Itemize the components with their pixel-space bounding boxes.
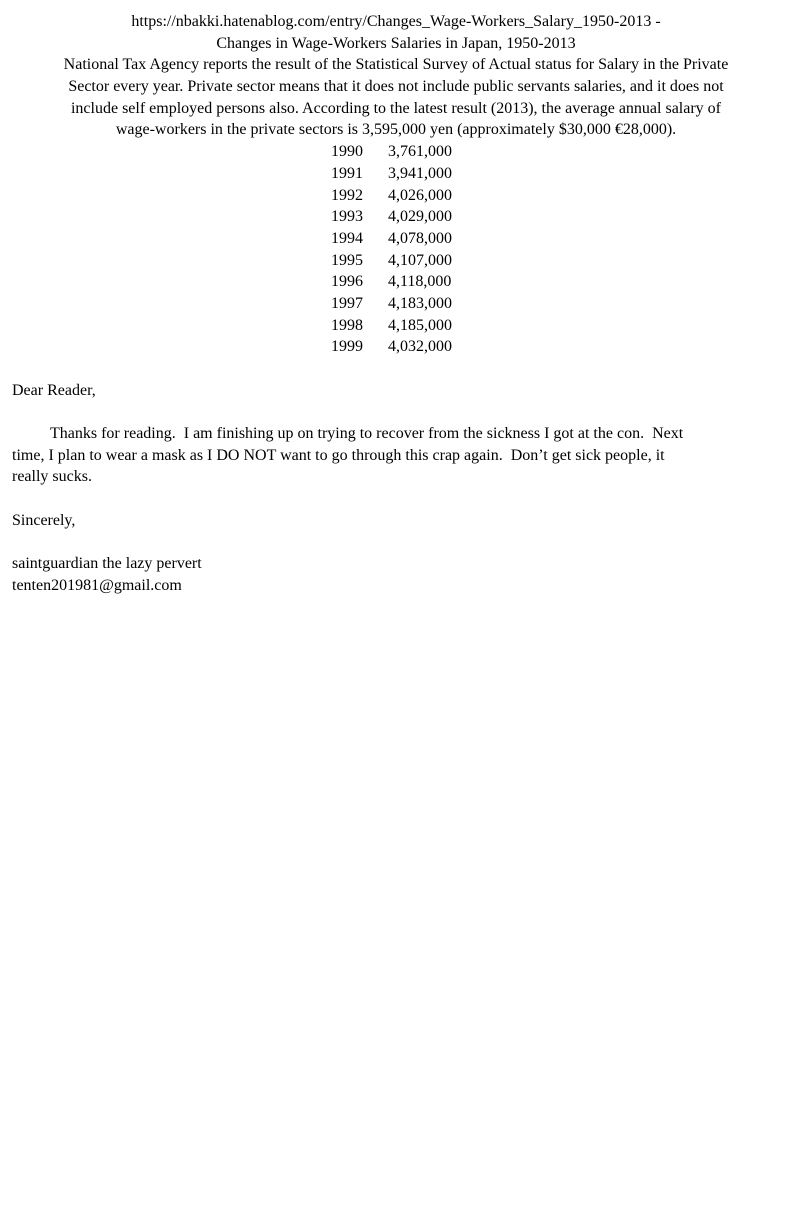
salary-value: 3,941,000: [388, 164, 452, 182]
letter-body-line: really sucks.: [12, 468, 92, 486]
blank-line: [12, 358, 780, 380]
salary-year: 1996: [331, 273, 363, 291]
document-page: [0, 0, 792, 597]
letter-salutation: Dear Reader,: [12, 381, 96, 399]
salary-year: 1991: [331, 164, 363, 182]
letter-body-line: Thanks for reading. I am finishing up on trying to recover from the sickness I got at the con. Next: [50, 425, 684, 443]
salary-table-row: [12, 141, 780, 163]
letter-closing: Sincerely,: [12, 511, 76, 529]
salary-table-row: [12, 250, 780, 272]
letter-body-line: time, I plan to wear a mask as I DO NOT want to go through this crap again. Don’t get sick people, it: [12, 446, 665, 464]
signature-name: saintguardian the lazy pervert: [12, 555, 202, 573]
salary-table-row: [12, 336, 780, 358]
source-url: https://nbakki.hatenablog.com/entry/Changes_Wage-Workers_Salary_1950-2013 -: [131, 13, 661, 30]
salary-table-row: [12, 206, 780, 228]
salary-year: 1997: [331, 294, 363, 312]
salary-year: 1990: [331, 143, 363, 161]
intro-line: wage-workers in the private sectors is 3,595,000 yen (approximately $30,000 €28,000).: [115, 121, 677, 139]
salary-table-row: [12, 185, 780, 207]
intro-line: include self employed persons also. According to the latest result (2013), the average annual salary of: [70, 99, 721, 117]
salary-year: 1998: [331, 316, 363, 334]
blank-line: [12, 401, 780, 423]
document-title: Changes in Wage-Workers Salaries in Japan, 1950-2013: [216, 34, 576, 52]
salary-value: 3,761,000: [388, 143, 452, 161]
salary-value: 4,029,000: [388, 208, 452, 226]
salary-value: 4,185,000: [388, 316, 452, 334]
salary-value: 4,183,000: [388, 294, 452, 312]
salary-year: 1994: [331, 229, 363, 247]
intro-line: Sector every year. Private sector means that it does not include public servants salaries, and it does not: [68, 78, 724, 96]
salary-table-row: [12, 163, 780, 185]
salary-year: 1993: [331, 208, 363, 226]
salary-value: 4,118,000: [388, 273, 452, 291]
blank-line: [12, 488, 780, 510]
salary-table-row: [12, 315, 780, 337]
salary-value: 4,078,000: [388, 229, 452, 247]
salary-table-row: [12, 293, 780, 315]
salary-year: 1992: [331, 186, 363, 204]
blank-line: [12, 532, 780, 554]
salary-table-row: [12, 228, 780, 250]
salary-year: 1999: [331, 338, 363, 356]
salary-value: 4,032,000: [388, 338, 452, 356]
salary-value: 4,026,000: [388, 186, 452, 204]
intro-line: National Tax Agency reports the result of the Statistical Survey of Actual status for Salary in the Private: [63, 56, 729, 74]
signature-email: tenten201981@gmail.com: [12, 576, 182, 594]
salary-year: 1995: [331, 251, 363, 269]
salary-value: 4,107,000: [388, 251, 452, 269]
salary-table-row: [12, 271, 780, 293]
